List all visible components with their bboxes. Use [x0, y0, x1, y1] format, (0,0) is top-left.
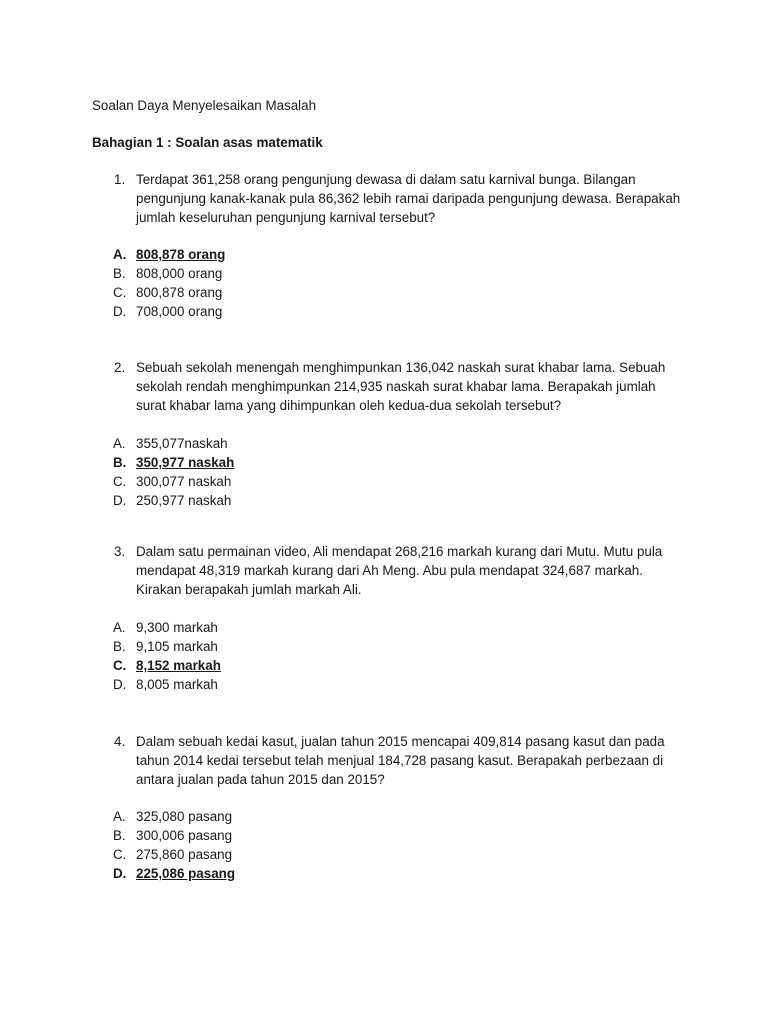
option-text: 300,077 naskah	[136, 474, 232, 489]
option-b	[0, 264, 768, 283]
option-text: 9,300 markah	[136, 620, 218, 635]
option-letter: B.	[113, 455, 127, 470]
option-letter: B.	[113, 266, 126, 281]
option-text: 300,006 pasang	[136, 828, 233, 843]
question-number: 3.	[114, 544, 126, 559]
option-c	[0, 656, 768, 675]
option-text: 8,152 markah	[136, 658, 221, 673]
options-question-2	[0, 434, 768, 510]
option-text: 225,086 pasang	[136, 866, 236, 881]
option-text: 800,878 orang	[136, 285, 223, 300]
question-text: Terdapat 361,258 orang pengunjung dewasa di dalam satu karnival bunga. Bilangan pengunjung kanak-kanak pula 86,362 lebih ramai daripada pengunjung dewasa. Berapakah jumlah keseluruhan pengunjung karnival tersebut?	[136, 172, 681, 225]
option-letter: D.	[113, 677, 127, 692]
option-letter: A.	[113, 436, 126, 451]
option-d	[0, 864, 768, 883]
question-text: Dalam satu permainan video, Ali mendapat 268,216 markah kurang dari Mutu. Mutu pula mendapat 48,319 markah kurang dari Ah Meng. Abu pula mendapat 324,687 markah. Kirakan berapakah jumlah markah Ali.	[136, 544, 663, 597]
option-letter: D.	[113, 866, 127, 881]
option-letter: C.	[113, 847, 127, 862]
option-a	[0, 807, 768, 826]
question-text: Dalam sebuah kedai kasut, jualan tahun 2015 mencapai 409,814 pasang kasut dan pada tahun 2014 kedai tersebut telah menjual 184,728 pasang kasut. Berapakah perbezaan di antara jualan pada tahun 2015 dan 2015?	[136, 734, 665, 787]
option-text: 325,080 pasang	[136, 809, 233, 824]
option-a	[0, 618, 768, 637]
option-letter: C.	[113, 658, 127, 673]
option-letter: C.	[113, 474, 127, 489]
option-b	[0, 453, 768, 472]
options-question-4	[0, 807, 768, 883]
option-letter: A.	[113, 620, 126, 635]
options-question-3	[0, 618, 768, 694]
option-letter: C.	[113, 285, 127, 300]
option-a	[0, 434, 768, 453]
option-text: 9,105 markah	[136, 639, 218, 654]
options-question-1	[0, 245, 768, 321]
option-letter: A.	[113, 247, 127, 262]
option-b	[0, 826, 768, 845]
option-d	[0, 302, 768, 321]
option-text: 355,077naskah	[136, 436, 228, 451]
option-b	[0, 637, 768, 656]
option-c	[0, 472, 768, 491]
question-number: 2.	[114, 360, 126, 375]
question-number: 4.	[114, 734, 126, 749]
option-letter: B.	[113, 639, 126, 654]
option-letter: D.	[113, 304, 127, 319]
option-text: 8,005 markah	[136, 677, 218, 692]
question-text: Sebuah sekolah menengah menghimpunkan 136,042 naskah surat khabar lama. Sebuah sekolah rendah menghimpunkan 214,935 naskah surat khabar lama. Berapakah jumlah surat khabar lama yang dihimpunkan oleh kedua-dua sekolah tersebut?	[136, 360, 666, 413]
option-text: 808,000 orang	[136, 266, 223, 281]
option-letter: B.	[113, 828, 126, 843]
document-title: Soalan Daya Menyelesaikan Masalah	[92, 98, 317, 113]
option-text: 275,860 pasang	[136, 847, 233, 862]
option-c	[0, 283, 768, 302]
option-text: 808,878 orang	[136, 247, 226, 262]
option-c	[0, 845, 768, 864]
question-number: 1.	[114, 172, 126, 187]
option-d	[0, 491, 768, 510]
option-d	[0, 675, 768, 694]
option-a	[0, 245, 768, 264]
option-letter: D.	[113, 493, 127, 508]
option-text: 250,977 naskah	[136, 493, 232, 508]
section-heading: Bahagian 1 : Soalan asas matematik	[92, 135, 323, 150]
option-text: 708,000 orang	[136, 304, 223, 319]
option-letter: A.	[113, 809, 126, 824]
option-text: 350,977 naskah	[136, 455, 235, 470]
